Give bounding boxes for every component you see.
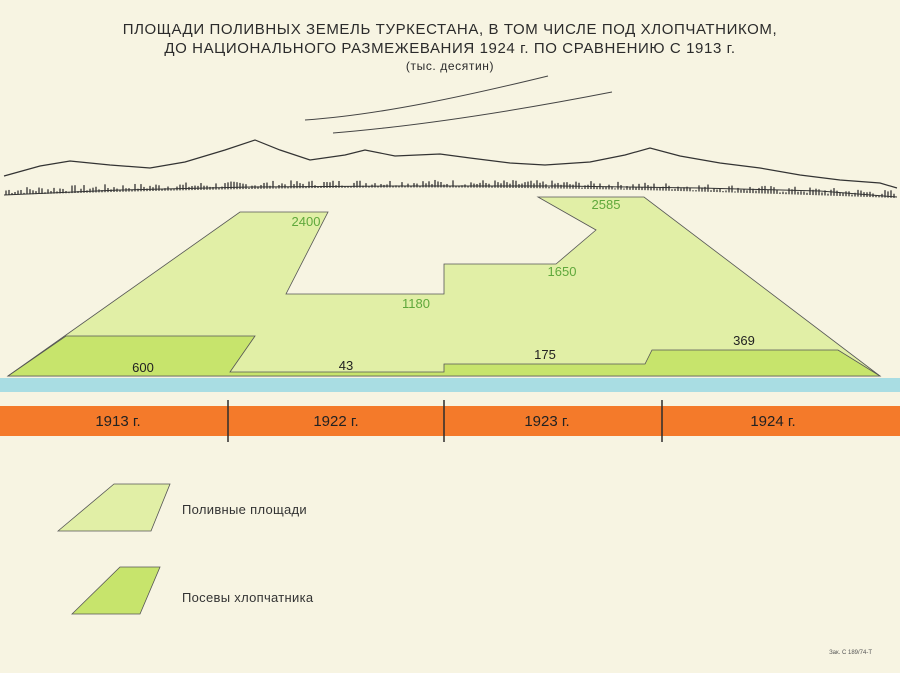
irrigated-value-label-2: 1180 [402, 296, 430, 311]
title-line-2: ДО НАЦИОНАЛЬНОГО РАЗМЕЖЕВАНИЯ 1924 г. ПО СРАВНЕНИЮ С 1913 г. [164, 40, 736, 57]
title-line-1: ПЛОЩАДИ ПОЛИВНЫХ ЗЕМЕЛЬ ТУРКЕСТАНА, В ТОМ ЧИСЛЕ ПОД ХЛОПЧАТНИКОМ, [122, 21, 778, 38]
cotton-value-label-1923: 175 [534, 347, 556, 362]
water-band [0, 378, 900, 392]
cotton-value-label-1922: 43 [338, 358, 354, 373]
cotton-value-label-1913: 600 [132, 360, 154, 375]
irrigated-value-label-1: 2400 [291, 214, 321, 229]
category-label-1922: 1922 г. [313, 413, 359, 430]
city-skyline [6, 180, 894, 198]
title-units: (тыс. десятин) [405, 59, 495, 73]
legend-swatch-irrigated [58, 484, 170, 531]
print-footnote: Зак. С 189/74-Т [829, 650, 872, 656]
irrigated-value-label-3: 1650 [547, 264, 577, 279]
legend-label-irrigated: Поливные площади [182, 502, 307, 517]
category-label-1913: 1913 г. [95, 413, 141, 430]
cotton-value-label-1924: 369 [733, 333, 755, 348]
mountain-base [4, 186, 897, 197]
irrigated-value-label-4: 2585 [591, 197, 621, 212]
category-label-1923: 1923 г. [524, 413, 570, 430]
mountain-ridge [4, 140, 897, 188]
category-label-1924: 1924 г. [750, 413, 796, 430]
legend-label-cotton: Посевы хлопчатника [182, 590, 314, 605]
legend-swatch-cotton [72, 567, 160, 614]
sky-line-1 [305, 76, 548, 120]
